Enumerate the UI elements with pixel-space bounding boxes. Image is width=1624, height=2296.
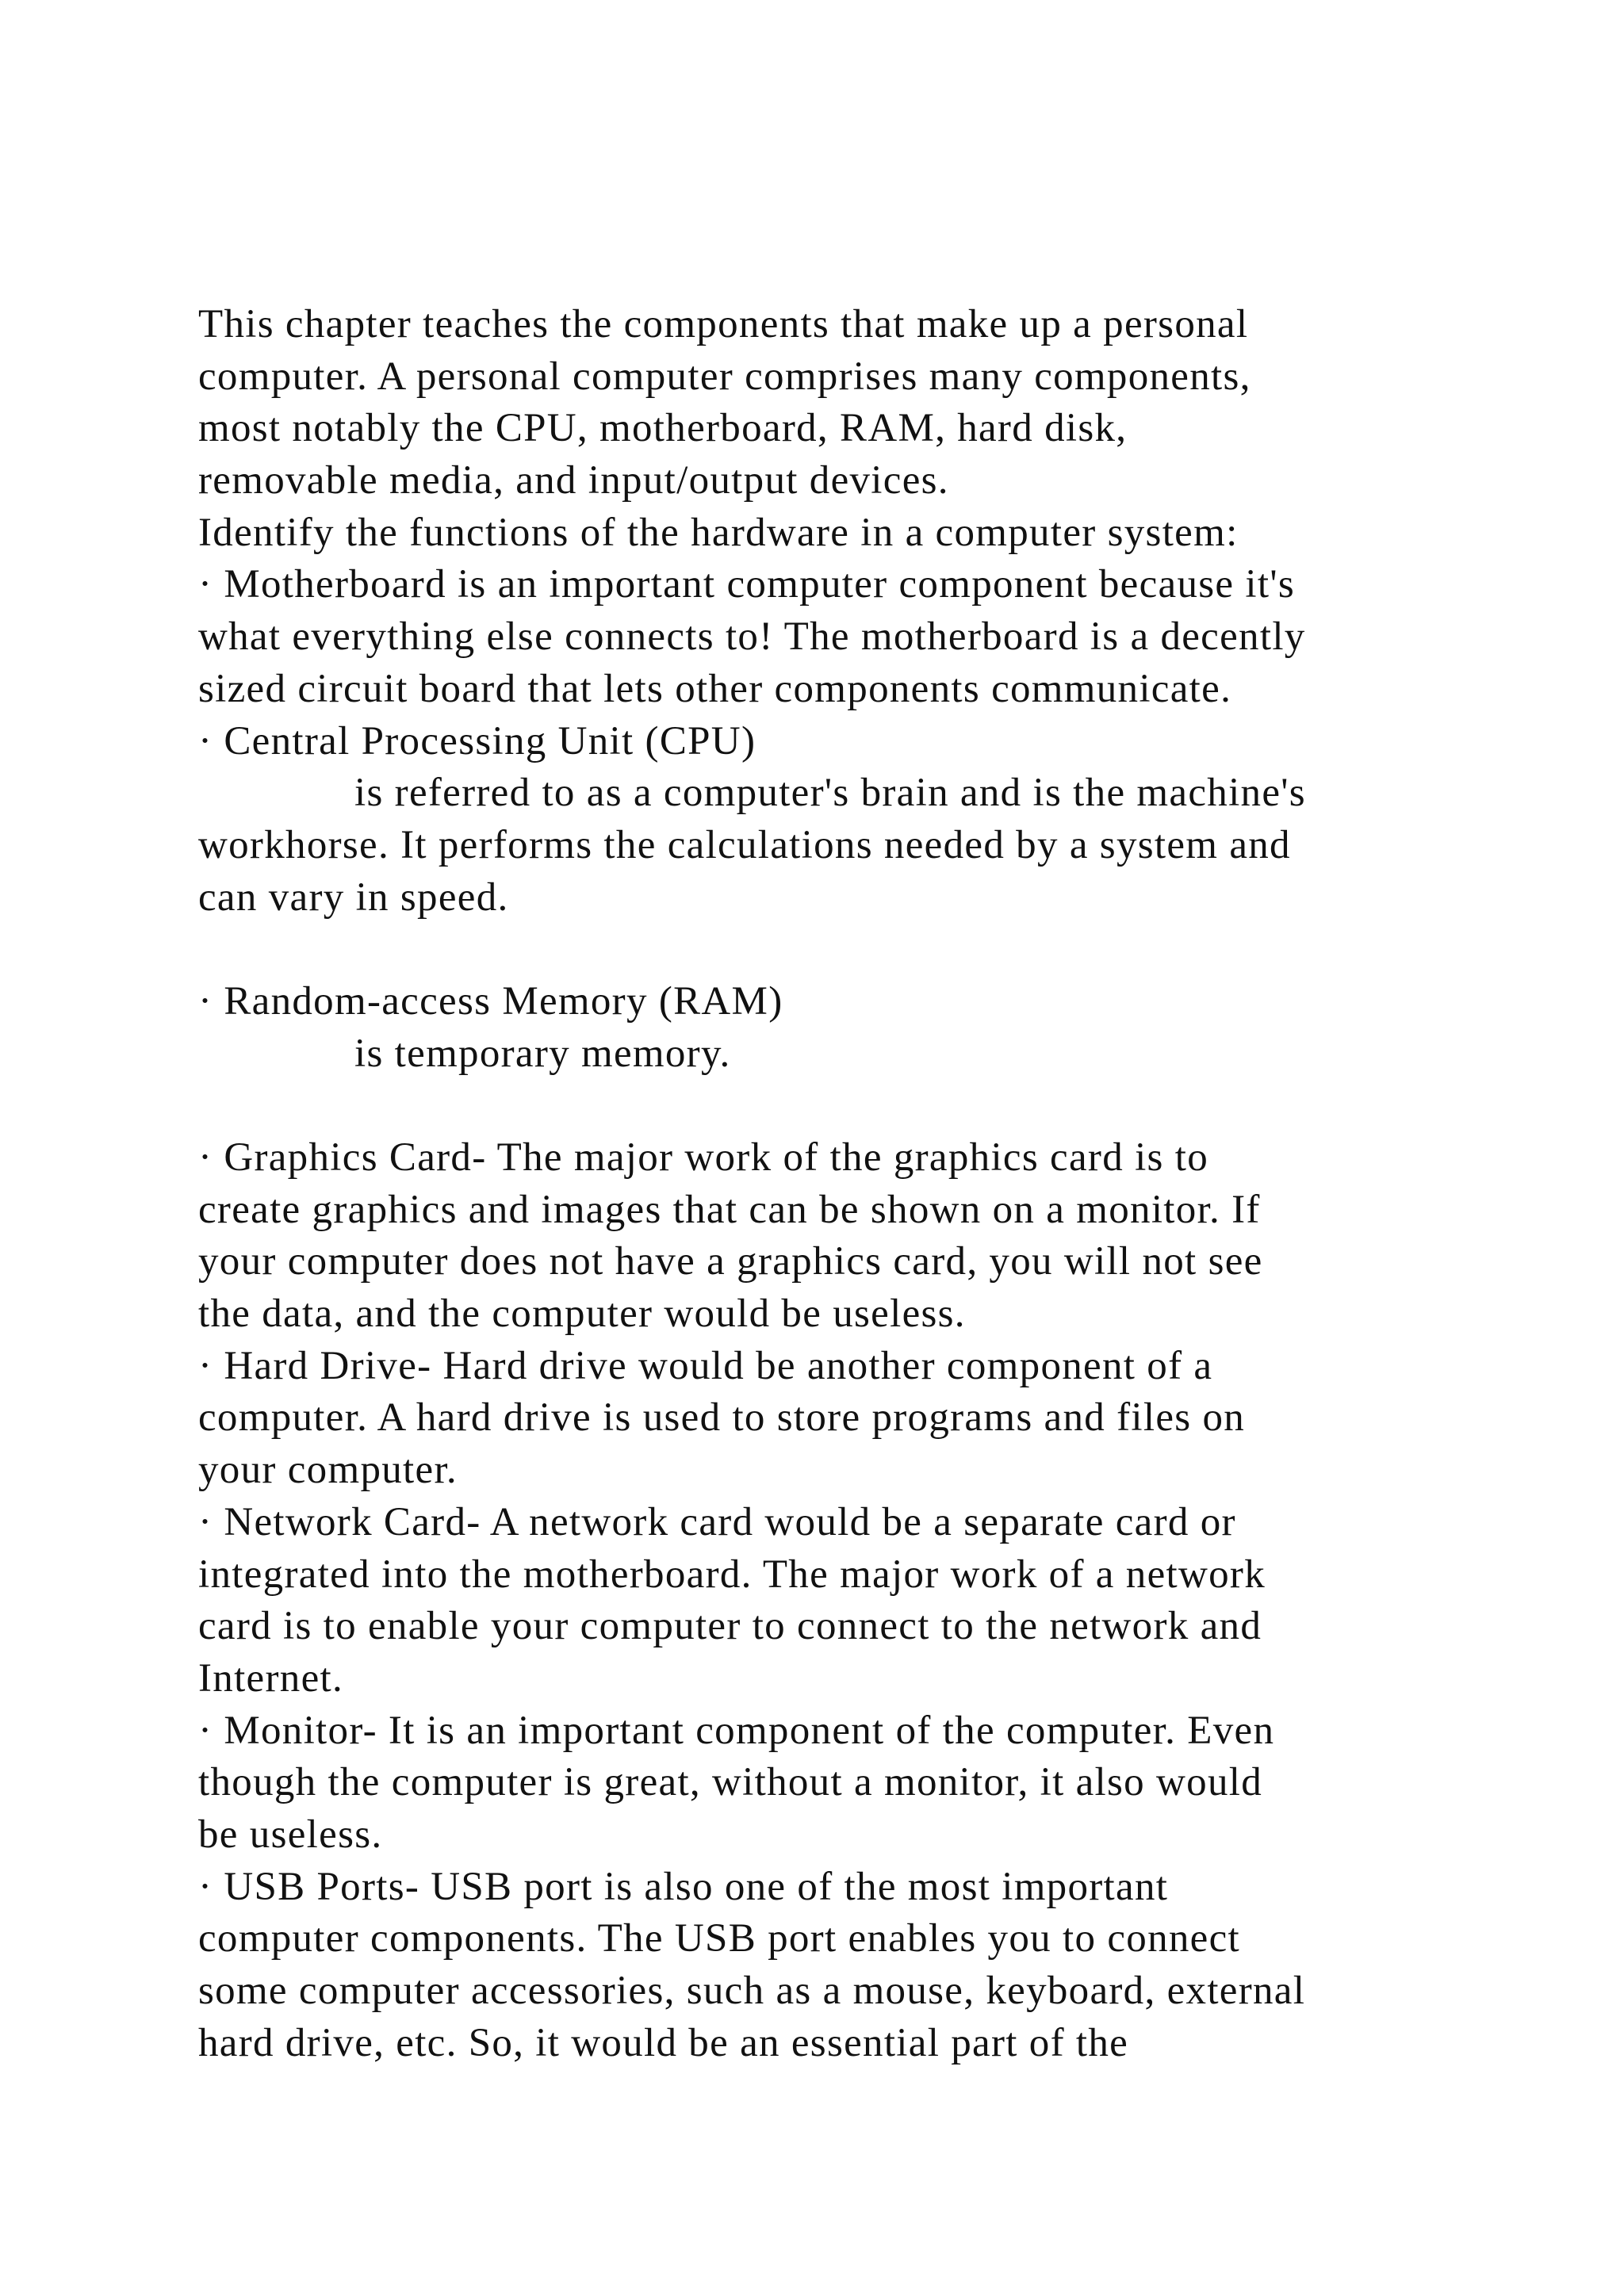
text-line: though the computer is great, without a monitor, it also would [198,1760,1263,1805]
blank-line [198,924,1515,976]
text-line: your computer does not have a graphics card, you will not see [198,1239,1263,1284]
bullet-line: · Network Card- A network card would be a separate card or [198,1499,1236,1544]
text-line: can vary in speed. [198,874,509,920]
indented-line: is referred to as a computer's brain and is the machine's [354,771,1306,816]
text-line: workhorse. It performs the calculations needed by a system and [198,822,1291,867]
text-line: computer. A hard drive is used to store programs and files on [198,1395,1246,1441]
text-line: sized circuit board that lets other components communicate. [198,666,1232,711]
bullet-line: · Motherboard is an important computer component because it's [198,562,1295,607]
text-line: computer. A personal computer comprises many components, [198,354,1251,399]
bullet-line: · Monitor- It is an important component of the computer. Even [198,1708,1275,1753]
bullet-line: · USB Ports- USB port is also one of the most important [198,1864,1169,1909]
text-line: some computer accessories, such as a mouse, keyboard, external [198,1969,1306,2013]
indented-line: is temporary memory. [354,1031,731,1076]
text-line: card is to enable your computer to connect to the network and [198,1604,1262,1649]
text-line: removable media, and input/output devices. [198,458,949,503]
text-line: integrated into the motherboard. The major work of a network [198,1552,1266,1597]
text-line: be useless. [198,1812,383,1857]
bullet-line: · Graphics Card- The major work of the graphics card is to [198,1135,1208,1180]
text-line: hard drive, etc. So, it would be an essential part of the [198,2020,1129,2065]
bullet-line: · Central Processing Unit (CPU) [198,718,756,763]
text-line: your computer. [198,1448,458,1493]
blank-line [198,1080,1515,1132]
bullet-line: · Hard Drive- Hard drive would be another component of a [198,1343,1213,1388]
text-line: Internet. [198,1655,344,1701]
text-line: computer components. The USB port enables you to connect [198,1916,1241,1961]
text-line: what everything else connects to! The motherboard is a decently [198,614,1306,660]
bullet-line: · Random-access Memory (RAM) [198,978,783,1024]
text-line: This chapter teaches the components that make up a personal [198,302,1249,346]
text-line: Identify the functions of the hardware in a computer system: [198,510,1239,555]
document-body [198,299,1515,2069]
text-line: most notably the CPU, motherboard, RAM, hard disk, [198,406,1128,451]
text-line: create graphics and images that can be shown on a monitor. If [198,1187,1261,1232]
text-line: the data, and the computer would be useless. [198,1292,966,1337]
